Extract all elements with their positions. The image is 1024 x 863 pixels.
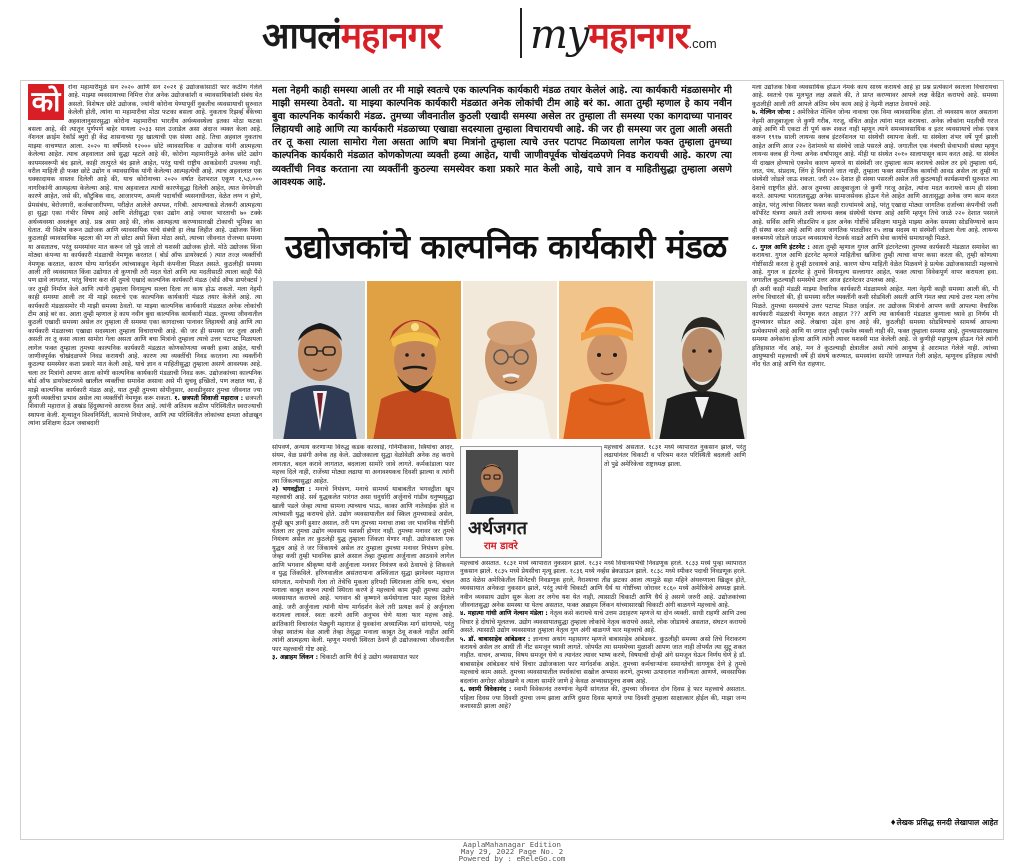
portrait-swami-vivekananda [558, 280, 654, 440]
vivekananda-illustration [559, 281, 654, 440]
item-6-title: ६. स्वामी विवेकानंद : [460, 686, 512, 694]
item-7-text: अमेरिकेत मेल्विन जोन्स नावाचा एक विमा व्यावसायिक होता. तो व्यवसाय करत असताना नेहमी आजूबाजूला जे कुणी गरीब, गरजू, वंचित आहेत त्यांना मदत करायचा. अनेक लोकांना मदतीची गरज आहे आणि मी एकटा ती पूर्ण करू शकत नाही म्हणून त्याने समव्यावसायिक व इतर व्यवसायाचे लोक एकत्र करून १९१७ साली लायन्स क्लब इंटरनॅशनल या संस्थेची स्थापना केली. या संस्थेला शंभर वर्षे पूर्ण झाली आहेत आणि आज २२० देशांमध्ये या संस्थेचे जाळे पसरले आहे. जगातील एक नंबरची सेवाभावी संस्था म्हणून लायन्स क्लब ही गेल्या अनेक वर्षांपासून आहे. मीही या संस्थेत २०१० सालापासून काम करत आहे. या संस्थेत मी दाखल होण्याचे एकमेव कारण म्हणजे या संस्थेशी जर तुम्हाला काम करायचे असेल तर इथे तुम्हाला धर्म, जात, पंथ, संप्रदाय, लिंग हे विचारले जात नाही, तुम्हाला फक्त सामाजिक कार्याची आवड असेल तर तुम्ही या संस्थेशी जोडले जाऊ शकता. जरी २२० देशात ही संस्था पसरली असेल तरी कुठल्याही कार्यक्रमाची सुरुवात त्या देशाचे राष्ट्रगीत होते. आज तुमच्या आजूबाजूला जे कुणी गरजू आहेत, त्यांना मदत करायचे काम ही संस्था करते. आपल्या भारतातसुद्धा अनेक सामाजसेवक होऊन गेले आहेत आणि आतासुद्धा अनेक जण काम करत आहेत, परंतु त्यांचा विस्तार फक्त काही राज्यांमध्ये आहे, परंतु एखादा मोठ्या जागतिक दर्जाच्या कंपनीची जशी कॉर्पोरेट यंत्रणा असते तशी लायन्स क्लब संस्थेची यंत्रणा आहे आणि म्हणून तिचे जाळे २२० देशात पसरले आहे. सर्विस आणि लीडरशिप व इतर अनेक गोष्टींचे प्रशिक्षण यामुळे माझ्या अनेक समस्या सोडविण्याचे काम ही संस्था करत आहे आणि आज जागतिक पातळीवर १५ लाख सदस्य या संस्थेशी जोडला गेला आहे. लायन्स क्लबमध्ये जोडले जाऊन व्यवसायाचे नेटवर्क वाढते आणि सेवा कार्याचे समाधानही मिळते. [752, 109, 998, 243]
item-3-text: चिकाटी आणि धैर्य हे उद्योग व्यवसायात फार [320, 654, 419, 662]
column-section-title: अर्थजगत [468, 518, 528, 539]
item-4-text: नेतृत्व कसे करायचे याचे उत्तम उदाहरण म्हणजे या दोन व्यक्ती. साधी राहणी आणि उच्च विचार हे दोघांचे मूलतत्त्व. उद्योग व्यवसायातसुद्धा तुम्हाला लोकांचे नेतृत्व करायचे असते, लोक जोडायचे असतात, संघटन करायचे असते. त्यासाठी उद्योग व्यवसायात तुम्हाला नेतृत्व गुण अंगी बाळगणे फार महत्त्वाचे आहे. [460, 610, 746, 635]
lincoln-illustration [655, 281, 748, 440]
my-mahanagar-logo[interactable]: myमहानगर.com [530, 12, 717, 58]
item-1-title: १. छत्रपती शिवाजी महाराज : [174, 395, 244, 403]
item-5-title: ५. डॉ. बाबासाहेब आंबेडकर : [460, 635, 531, 643]
portrait-abraham-lincoln [654, 280, 748, 440]
item-8-title: ८. गुगल आणि इंटरनेट : [752, 243, 810, 251]
aapla-mahanagar-logo[interactable]: आपलंमहानगर [262, 15, 441, 57]
ambedkar-illustration [273, 281, 366, 440]
edition-date-page: May 29, 2022 Page No. 2 [460, 846, 564, 856]
closing-paragraph: ही अशी काही मंडळी माझ्या वैचारिक कार्यकारी मंडळामध्ये आहेत. मला नेहमी काही समस्या आली की, मी लगेच विचारतो की, ही समस्या वरील व्यक्तींनी कशी सोडविली असती आणि गंमत बघा त्याचे उत्तर मला लगेच मिळते. तुमच्या समस्यांचे उत्तर पटापट मिळत जाईल. तर उद्योजक मित्रांनो आपण कधी आपल्या वैचारिक कार्यकारी मंडळाची नेमणूक करत आहात ??? आणि त्या कार्यकारी मंडळात कुणाला घ्यावे हा निर्णय मी तुमच्यावर सोडत आहे. लेखाचा उद्देश हाच आहे की, कुठलीही समस्या सोडविण्याचे सामर्थ्य आपल्या प्रत्येकामध्ये आहे आणि या जगात तुम्ही एकमेव व्यक्ती नाही की, फक्त तुम्हाला समस्या आहे, तुमच्यासारख्याच समस्या अनेकांना होत्या आणि त्यांनी त्यावर यशस्वी मात केलेली आहे. जे कुणीही महापुरुष होऊन गेले त्यांनी इतिहासात नोंद आहे, मन ते कुठल्याही क्षेत्रातील असो त्यांचे आयुष्य हे आरामात गेलेले नाही. त्यांच्या आयुष्याची महत्त्वाची वर्षे ही संघर्ष करण्यात, समस्यांना सामोरे जाण्यात गेली आहेत, म्हणूनच इतिहास त्यांची नोंद घेत आहे आणि घेत राहणार. [752, 285, 998, 369]
edition-name: AaplaMahanagar Edition [463, 840, 561, 849]
drop-cap: को [28, 84, 64, 120]
lincoln-detail-text: महत्त्वाचे असतात. १८३१ मध्ये व्यापारात नुकसान झाले. १८३२ मध्ये विधानसभेची निवडणूक हरले. १८३३ मध्ये पुन्हा व्यापारात नुकसान झाले. १८३५ मध्ये प्रेयसीचा मृत्यू झाला. १८३६ मध्ये नर्व्हस ब्रेकडाऊन झाले. १८३८ मध्ये स्पीकर पदाची निवडणूक हरले. आठ वेळेस अमेरिकेतील सिनेटची निवडणूक हरले, नैराश्याचा तीव्र झटका आला त्यामुळे सहा महिने अंथरुणाला खिळून होते, व्यवसायात अनेकदा नुकसान झाले, परंतु त्यांनी चिकाटी आणि धैर्य या गोष्टींच्या जोरावर १८६० मध्ये अमेरिकेचे अध्यक्ष झाले. नवीन व्यवसाय उद्योग सुरू केला तर लगेच यश येत नाही, त्यासाठी चिकाटी आणि धैर्य हे असणे जरुरी आहे. उद्योजकांच्या जीवनातसुद्धा अनेक समस्या या येतच असतात, फक्त अब्राहम लिंकन यांच्यासारखी चिकाटी अंगी बाळगणे महत्त्वाचे आहे. [460, 560, 746, 610]
article-column-mid-2 [460, 560, 746, 836]
columnist-avatar [466, 450, 518, 514]
item-3-title: ३. अब्राहम लिंकन : [272, 654, 319, 662]
item-6-text: स्वामी विवेकानंद तरुणांना नेहमी सांगतात की, तुमच्या जीवनात दोन दिवस हे फार महत्त्वाचे असतात. पहिला दिवस ज्या दिवशी तुमचा जन्म झाला आणि दुसरा दिवस म्हणजे ज्या दिवशी तुम्हाला साक्षात्कार होईल की, माझा जन्म कशासाठी झाला आहे? [460, 686, 746, 710]
article-column-1 [28, 84, 262, 830]
item-4-title: ४. महात्मा गांधी आणि नेल्सन मंडेला : [460, 610, 548, 618]
masthead [0, 0, 1024, 72]
item-5-text: ज्ञानाचा अथांग महासागर म्हणजे बाबासाहेब आंबेडकर. कुठलीही समस्या असो तिचे निराकरण करायचे असेल तर आधी ती नीट समजून घ्यावी लागते. जोपर्यंत त्या समस्येच्या मुळाशी आपण जात नाही तोपर्यंत त्या सुटू शकत नाहीत. वाचन, अभ्यास, विषय समजून घेणे व त्यानंतर त्यावर भाष्य करणे, विषयाची दोन्ही अंगे समजून घेऊन निर्णय घेणे हे डॉ. बाबासाहेब आंबेडकर यांचे विचार उद्योजकाला फार मार्गदर्शक आहेत. तुमच्या कर्मचाऱ्यांना समानतेची वागणूक देणे हे तुमचे महत्त्वाचे काम असते. तुमच्या व्यवसायातील स्पर्धकांचा सखोल अभ्यास करणे, तुमच्या उत्पादनात नावीन्यता आणणे, व्यवसायिक बदलांना अगोदर ओळखणे व त्याला सामोरे जाणे हे केवळ अभ्यासातूनच शक्य आहे. [460, 635, 746, 685]
item-1-text: छत्रपती शिवाजी महाराज हे अखंड हिंदुस्थानचे आराध्य दैवत आहे. त्यांनी अतिशय कठीण परिस्थितीत स्वराज्याची स्थापना केली. शून्यातून विश्वनिर्मिती, कामाचे नियोजन, आणि त्या परिस्थितीत लोकांच्या क्षमता ओळखून त्यांना प्रशिक्षण देऊन जबाबदारी [28, 395, 262, 428]
article-column-mid-1 [272, 444, 454, 836]
logo-divider [520, 8, 522, 58]
gandhi-illustration [463, 281, 558, 440]
item-8-text: आता तुम्ही म्हणाल गुगल आणि इंटरनेटच्या तुमच्या कार्यकारी मंडळात समावेश का करायचा. गुगल आणि इंटरनेट म्हणजे माहितीचा खजिना तुम्ही त्याचा वापर कसा करता की, तुम्ही कोणत्या गोष्टींसाठी करता हे तुम्ही ठरवायचे आहे. कारण योग्य माहिती वेळेत मिळवणे हे प्रत्येक उद्योजकासाठी महत्त्वाचे आहे. गुगल व इंटरनेट हे तुमचे विनामूल्य सल्लागार आहेत, फक्त त्याचा विवेकपूर्ण वापर करायला हवा. जगातील कुठल्याही समस्येचे उत्तर आज इंटरनेटवर उपलब्ध आहे. [752, 243, 998, 285]
portrait-mahatma-gandhi [462, 280, 558, 440]
item-7-title: ७. मेल्विन जोन्स : [752, 109, 795, 117]
vivekananda-continued-text: मला उद्योजक किंवा व्यवसायिक होऊन नेमके काय साध्य करायचे आहे हा प्रश्न प्रत्येकाने स्वतःला विचारायचा आहे. स्वतःचे एक मूलभूत लक्ष असले की, ते प्राप्त करण्यावर आपले लक्ष केंद्रित करायचे आहे. समस्या कुठलीही आली तरी आपले अंतिम ध्येय काय आहे हे नेहमी लक्षात ठेवायचे आहे. [752, 84, 998, 108]
item-2-title: २) भगवद्गीता : [272, 486, 312, 494]
edition-footer [0, 842, 1024, 862]
intro-paragraph: रोना महामारीमुळे सन २०२० आणि सन २०२१ हे उद्योजकांसाठी फार कठीण गेलेले आहे. माझ्या व्यवसायाच्या निमित्त रोज अनेक उद्योजकांशी व व्यावसायिकांशी संबंध येत असतो. विशेषतः छोटे उद्योजक, ज्यांनी कोरोना येण्यापूर्वी नुकतीच व्यवसायाची सुरुवात केलेली होती, त्यांना या महामारीचा मोठा फटका बसला आहे. नुकताच रिझर्व्ह बँकेच्या अहवालानुसारसुद्धा कोरोना महामारीचा भारतीय अर्थव्यवस्थेला इतका मोठा फटका बसला आहे, की त्यातून पूर्णपणे बाहेर यायला २०३३ साल उजाडेल असा अंदाज व्यक्त केला आहे. नॅशनल क्राईम रेकॉर्ड ब्युरो ही केंद्र शासनाच्या गृह खात्याची एक संस्था आहे. तिचा अहवाल नुकताच माझ्या वाचण्यात आला. २०२० या वर्षीमध्ये १२००० छोटे व्यावसायिक व उद्योजक यांनी आत्महत्या केलेल्या आहेत. त्याच अहवालात असे सुद्धा म्हटले आहे की, कोरोना महामारीमुळे अनेक छोटे उद्योग कायमस्वरूपी बंद झाले, काही तात्पुरते बंद झाले आहेत, परंतु याची राष्ट्रीय आकडेवारी उपलब्ध नाही. वरील माहिती ही फक्त छोटे उद्योग व व्यावसायिक यांनी केलेल्या आत्महत्येची आहे. त्याच अहवालात एक धक्कादायक वास्तव दिलेली आहे की, याच कोरोनाच्या २०२० वर्षात देशभरात एकूण १,५३,००० नागरिकांनी आत्महत्या केलेल्या आहे. याच अहवालात त्याची कारणेसुद्धा दिलेली आहेत, त्यात वेगवेगळी कारणे आहेत, जसे की, कौटुंबिक वाद, आजारपण, अमली पदार्थांची व्यसनाधीनता, वेळेत लग्न न होणे, प्रेमसंबंध, बेरोजगारी, कर्जबाजारीपणा, परीक्षेत आलेले अपयश, गरिबी. आपल्याकडे शेतकरी आत्महत्या हा सुद्धा एका गंभीर विषय आहे आणि शेतीसुद्धा एका उद्योग आहे ज्यावर भारताची ७० टक्के अर्थव्यवस्था अवलंबून आहे. प्रश्न असा आहे की, लोक आत्महत्या करण्यासारखी टोकाची भूमिका का घेतात. मी विशेष करून उद्योजक आणि व्यावसायिक यांचे संबंधी हा लेख लिहीत आहे. उद्योजक किंवा कुठलाही व्यावसायिक म्हटला की मग तो छोटा असो किंवा मोठा असो, त्याच्या जीवनात रोजच्या समस्या या असतातच, परंतु समस्यांवर मात करून जो पुढे जातो तो यशस्वी उद्योजक होतो. मोठे उद्योजक किंवा मोठ्या कंपन्या या कार्यकारी मंडळाची नेमणूक करतात ( बोर्ड ऑफ डायरेक्टर्स ) त्यात तज्ज्ञ व्यक्तींची नेमणूक करतात, कारण योग्य मार्गदर्शन त्यांच्याकडून नेहमी कंपनीला मिळत असते. कुठलीही समस्या आली तरी व्यवसायात किंवा उद्योगात तो कुणाची तरी मदत घेतो आणि त्या मदतीसाठी त्याला काही पैसे पण द्यावे लागतात, परंतु विचार करा की तुमचे एखादे काल्पनिक कार्यकारी मंडळ (बोर्ड ऑफ डायरेक्टर्स ) जर तुम्ही निर्माण केले आणि त्यांनी तुम्हाला विनामूल्य सल्ला दिला तर काय होऊ शकतो. मला नेहमी काही समस्या आली तर मी माझे स्वतःचे एक काल्पनिक कार्यकारी मंडळ तयार केलेले आहे. त्या कार्यकारी मंडळासमोर मी माझी समस्या ठेवतो. या माझ्या काल्पनिक कार्यकारी मंडळात अनेक लोकांची टीम आहे बरं का. आता तुम्ही म्हणाल हे काय नवीन बुवा काल्पनिक कार्यकारी मंडळ. तुमच्या जीवनातील कुठली एखादी समस्या असेल तर तुम्हाला ती समस्या एका कागदाच्या पानावर लिहायची आहे आणि त्या कार्यकारी मंडळाच्या एखाद्या सदस्याला तुम्हाला विचारायची आहे. की जर ही समस्या जर तुला आली असती तर तू कसा त्याला सामोरा गेला असता आणि बघा मित्रांनो तुम्हाला त्याचे उत्तर पटापट मिळायला लागेल फक्त तुम्हाला तुमच्या काल्पनिक कार्यकारी मंडळात कोणकोणत्या व्यक्ती हव्या आहेत, याची जाणीवपूर्वक चोखंदळपणे निवड करायची आहे. कारण त्या व्यक्तींची निवड करताना त्या व्यक्तींनी कुठल्या समस्येवर कशा प्रकारे मात केली आहे, याचे ज्ञान व माहितीसुद्धा तुम्हाला असणे आवश्यक आहे. चला तर मित्रांनो आपण आता कोणी काल्पनिक कार्यकारी मंडळाची निवड करू. उद्योजकांच्या काल्पनिक बोर्ड ऑफ डायरेक्टरमध्ये खालील व्यक्तींचा समावेश असावा असे मी सुचवू इच्छितो, पण लक्षात घ्या, हे माझे काल्पनिक कार्यकारी मंडळ आहे, यात तुम्ही तुमच्या सोयीनुसार, आवडीनुसार तुमचा जीवनात ज्या कुणी व्यक्तीचा प्रभाव असेल त्या व्यक्तींची नेमणूक करू शकता. [28, 84, 262, 403]
article-column-right [752, 84, 998, 830]
columnist-photo [466, 450, 518, 514]
article-headline: उद्योजकांचे काल्पनिक कार्यकारी मंडळ [285, 227, 727, 266]
bold-intro-text: मला नेहमी काही समस्या आली तर मी माझे स्वतःचे एक काल्पनिक कार्यकारी मंडळ तयार केलेलं आहे. त्या कार्यकारी मंडळासमोर मी माझी समस्या ठेवतो. या माझ्या काल्पनिक कार्यकारी मंडळात अनेक लोकांची टीम आहे बरं का. आता तुम्ही म्हणाल हे काय नवीन बुवा काल्पनिक कार्यकारी मंडळ. तुमच्या जीवनातील कुठली एखादी समस्या असेल तर तुम्हाला ती समस्या एका कागदाच्या पानावर लिहायची आहे आणि त्या कार्यकारी मंडळाच्या एखाद्या सदस्याला तुम्हाला विचारायची आहे. की जर ही समस्या जर तुला आली असती तर तू कसा त्याला सामोरा गेला असता आणि बघा मित्रांनो तुम्हाला त्याचे उत्तर पटापट मिळायला लागेल फक्त तुम्हाला तुमच्या काल्पनिक कार्यकारी मंडळात कोणकोणत्या व्यक्ती हव्या आहेत, याची जाणीवपूर्वक चोखंदळपणे निवड करायची आहे. कारण त्या व्यक्तींची निवड करताना त्या व्यक्तींनी कुठल्या समस्येवर कशा प्रकारे मात केली आहे, याचे ज्ञान व माहितीसुद्धा तुम्हाला असणे आवश्यक आहे. [272, 85, 732, 188]
shivaji-illustration [367, 281, 462, 440]
author-byline: ♦लेखक प्रसिद्ध सनदी लेखापाल आहेत [889, 818, 998, 827]
portraits-strip [272, 280, 748, 440]
article-column-mid-2-top [604, 444, 746, 556]
shivaji-continued-text: सोपवणे, अन्याय करणाऱ्या विरुद्ध कडक कारवाई, गनिमीकावा, स्त्रियांचा आदर, संयम, वेळ प्रसंगी अनेक तह केले. उद्योजकाला सुद्धा वेळोवेळी अनेक तह करावे लागतात, बदल करावे लागतात, बदलाला सामोरे जावे लागते. कर्मकांडाला फार महत्त्व दिले नाही, राजेंच्या मोठ्या लढाया या अनावश्यकच दिवशी झाल्या व त्यांनी त्या जिंकल्यासुद्धा आहेत. [272, 444, 454, 485]
columnist-name: राम डावरे [484, 541, 518, 552]
portrait-ambedkar [272, 280, 366, 440]
lincoln-continued-text: महत्त्वाचे असतात. १८३१ मध्ये व्यापारात नुकसान झाले, परंतु लढायांनंतर चिकाटी व परिश्रम करत परिस्थिती बदलली आणि तो पुढे अमेरिकेचा राष्ट्राध्यक्ष झाला. [604, 444, 746, 468]
item-2-text: मनाचे नियंत्रण, मनाचे सामर्थ्य याबाबतीत भगवद्गीता खूप महत्त्वाची आहे. सर्व युद्धकलेत पारंगत असा धनुर्धारी अर्जुनाचे गांडीव धनुष्यसुद्धा खाली पडले जेव्हा त्याचा सामना त्याच्याच भाऊ, काका आणि नातेवाईक होते व त्यांच्याशी युद्ध करायचे होते. उद्योग व्यवसायातील सर्व स्किल तुमच्याकडे असेल, तुम्ही खूप ज्ञानी हुशार असाल, तरी पण तुमच्या मनाचा ताबा जर भावनिक गोष्टींनी घेतला तर तुमचा उद्योग व्यवसाय यशस्वी होणार नाही. तुमच्या मनावर जर तुमचे नियंत्रण असेल तर कुठलेही युद्ध तुम्हाला जिंकता येणार नाही. उद्योजकाला एक युद्धच आहे ते जर जिंकायचे असेल तर तुम्हाला तुमच्या मनावर नियंत्रण हवेच. जेव्हा कधी तुम्ही भावनिक झाले असाल तेव्हा तुम्हाला अर्जुनाला आठवावे लागेल आणि भगवान श्रीकृष्ण यांनी अर्जुनाला मनावर नियंत्रण कसे ठेवायचे हे शिकवले व युद्ध जिंकविले. हरिणवालील असंतरापाना अश्विंजात सुद्धा झानेश्वर महाराज सांगतात, मनोभावी गेला तो तेथेचि मुकला हरिपदी स्थिरावला तोचि धन्य, चंचल मनाला काबूत करून त्याची स्थिरता करणे हे महत्त्वाचे काम तुम्ही तुमच्या उद्योग व्यवसायात करायचे आहे. भगवान श्री कृष्णाने कर्मयोगाला फार महत्त्व दिलेले आहे. जरी अर्जुनाला त्यांनी योग्य मार्गदर्शन केले तरी प्रत्यक्ष कर्म हे अर्जुनाला करायला लावले. स्वतः करणे आणि अनुभव घेणे याला फार महत्त्व आहे. क्रांतिकारी विचारवंत पेठ्युनी महाराज हे युवकांना अध्यात्मिक मार्ग सांगायचे, परंतु जेव्हा स्वातंत्र्य वेळ आली तेव्हा तेसुद्धा मनाला काबूत ठेवू शकले नाहीत आणि त्यांनी आत्महत्या केली. म्हणून मनाची स्थिरता ठेवणे ही उद्योजकाच्या जीवनातील फार महत्त्वाची गोष्ट आहे. [272, 486, 454, 653]
portrait-shivaji-maharaj [366, 280, 462, 440]
powered-by-link[interactable]: Powered by : eReleGo.com [458, 853, 566, 863]
